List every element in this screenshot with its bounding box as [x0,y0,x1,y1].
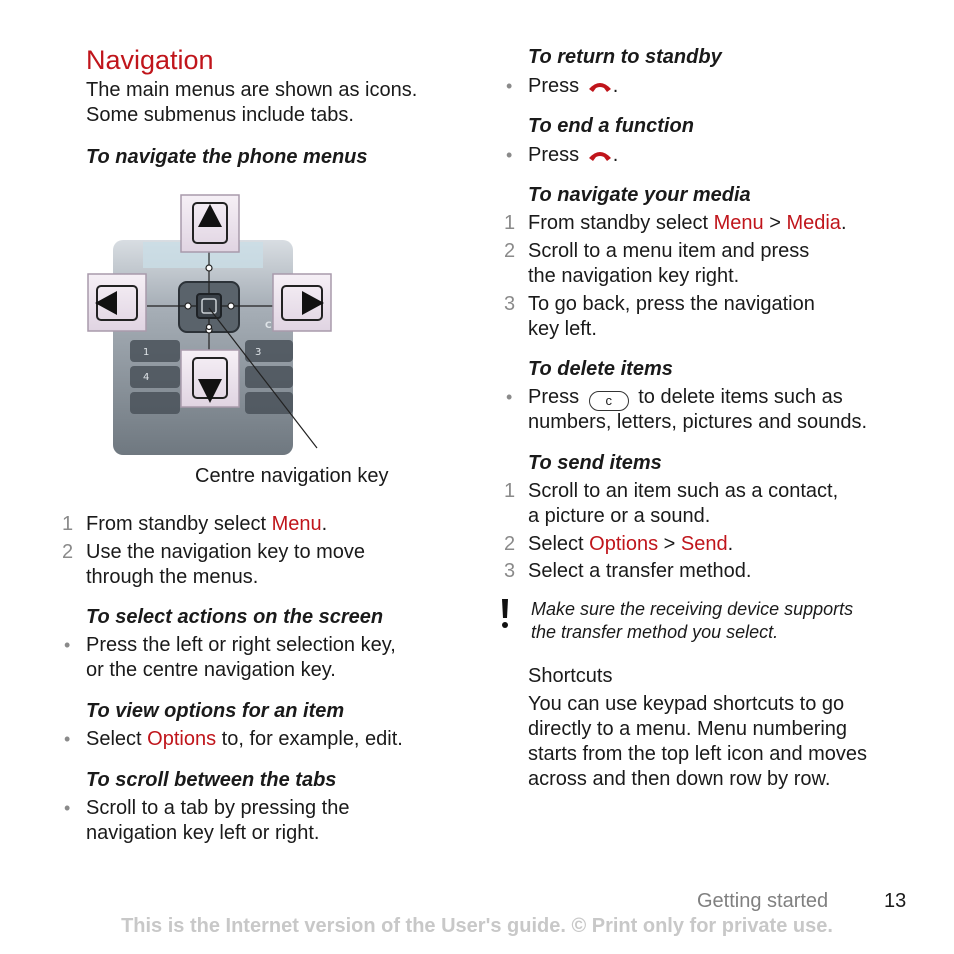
heading-return-standby: To return to standby [528,46,722,68]
tabs-line-1: Scroll to a tab by pressing the [86,797,350,819]
heading-view-options: To view options for an item [86,700,345,722]
step-number: 2 [504,533,516,555]
heading-scroll-tabs: To scroll between the tabs [86,769,337,791]
nav-right-key [273,274,331,331]
warning-line-1: Make sure the receiving device supports [531,599,854,619]
step-number: 3 [504,560,516,582]
send-step-2: Select Options > Send. [528,533,734,555]
step-number: 1 [504,212,516,234]
step-number: 2 [504,240,516,262]
options-line: Select Options to, for example, edit. [86,728,403,750]
shortcuts-line-3: starts from the top left icon and moves [528,743,868,765]
bullet: • [64,729,71,749]
media-step-2-line-2: the navigation key right. [528,265,740,287]
menu-link[interactable]: Menu [271,513,322,535]
step-number: 3 [504,293,516,315]
intro-line-2: Some submenus include tabs. [86,104,354,126]
svg-text:4: 4 [143,372,150,383]
centre-key [197,294,221,318]
media-step-1: From standby select Menu > Media. [528,212,847,234]
end-call-icon [587,79,613,93]
heading-end-function: To end a function [528,115,694,137]
internet-version-notice: This is the Internet version of the User's guide. © Print only for private use. [121,915,833,937]
tabs-line-2: navigation key left or right. [86,822,320,844]
shortcuts-line-4: across and then down row by row. [528,768,831,790]
svg-text:1: 1 [143,347,150,358]
delete-line-1: Press c to delete items such as [528,385,843,411]
step-number: 1 [62,513,74,535]
shortcuts-line-1: You can use keypad shortcuts to go [528,693,845,715]
standby-line: Press . [528,75,619,97]
heading-send-items: To send items [528,452,662,474]
intro-line-1: The main menus are shown as icons. [86,79,418,101]
step-1: From standby select Menu. [86,513,328,535]
figure-caption: Centre navigation key [195,465,389,487]
bullet: • [64,635,71,655]
options-link[interactable]: Options [589,533,659,555]
end-line: Press . [528,144,619,166]
step-2-line-1: Use the navigation key to move [86,541,366,563]
nav-left-key [88,274,146,331]
shortcuts-line-2: directly to a menu. Menu numbering [528,718,848,740]
send-link[interactable]: Send [680,533,728,555]
media-step-3-line-1: To go back, press the navigation [528,293,815,315]
svg-text:C: C [265,321,272,331]
heading-select-actions: To select actions on the screen [86,606,384,628]
heading-navigate-media: To navigate your media [528,184,751,206]
footer-section: Getting started [697,890,829,912]
end-call-icon [587,148,613,162]
delete-line-2: numbers, letters, pictures and sounds. [528,411,868,433]
media-step-3-line-2: key left. [528,318,597,340]
bullet: • [506,145,513,165]
media-link[interactable]: Media [786,212,841,234]
nav-up-key [181,195,239,252]
nav-down-key [181,350,239,407]
shortcuts-heading: Shortcuts [528,665,613,687]
media-step-2-line-1: Scroll to a menu item and press [528,240,810,262]
bullet: • [64,798,71,818]
warning-line-2: the transfer method you select. [531,622,779,642]
menu-link[interactable]: Menu [713,212,764,234]
select-line-1: Press the left or right selection key, [86,634,396,656]
page-number: 13 [884,890,907,912]
exclamation-icon [498,598,512,630]
select-line-2: or the centre navigation key. [86,659,336,681]
clear-key-icon: c [589,391,629,411]
step-number: 1 [504,480,516,502]
bullet: • [506,387,513,407]
step-number: 2 [62,541,74,563]
svg-text:3: 3 [255,347,262,358]
send-step-1-line-1: Scroll to an item such as a contact, [528,480,839,502]
send-step-1-line-2: a picture or a sound. [528,505,711,527]
bullet: • [506,76,513,96]
navigation-key-figure [85,190,345,455]
step-2-line-2: through the menus. [86,566,259,588]
heading-delete-items: To delete items [528,358,673,380]
side-keys [265,321,272,331]
heading-navigate-menus: To navigate the phone menus [86,146,368,168]
options-link[interactable]: Options [147,728,217,750]
page-title: Navigation [86,45,214,75]
send-step-3: Select a transfer method. [528,560,752,582]
